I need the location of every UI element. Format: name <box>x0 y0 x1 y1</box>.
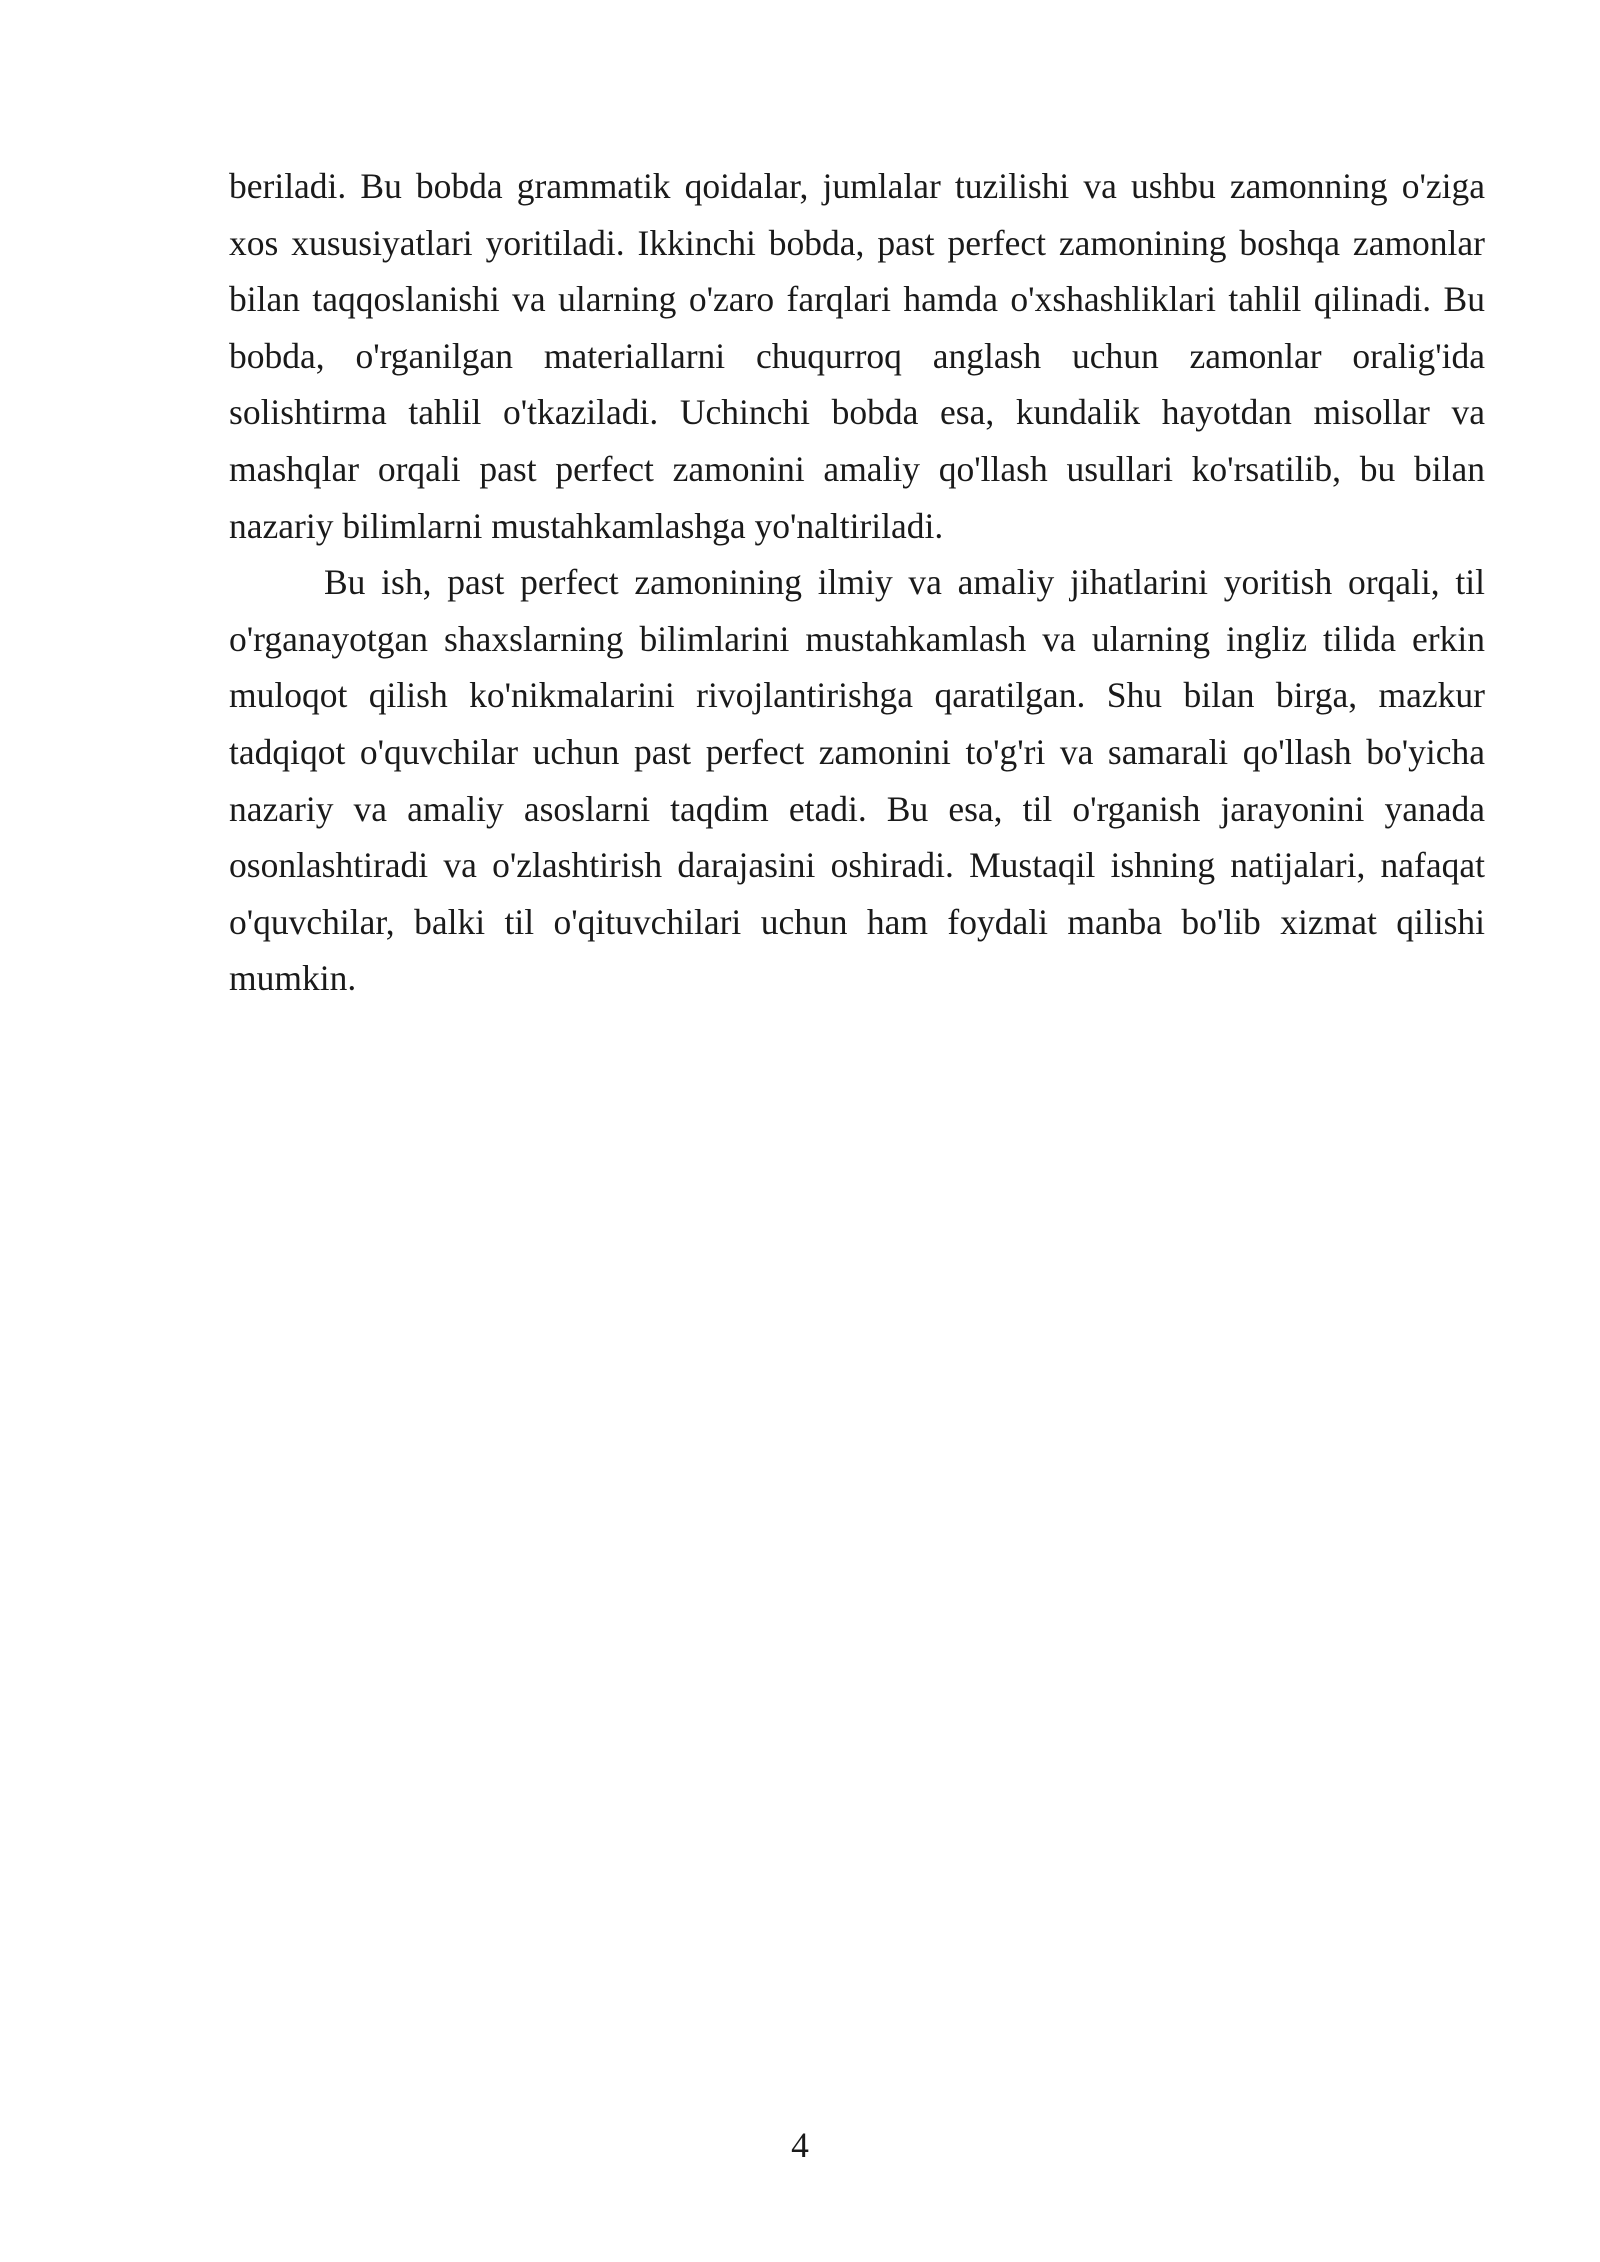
page-number: 4 <box>791 2125 809 2165</box>
paragraph-summary: Bu ish, past perfect zamonining ilmiy va amaliy jihatlarini yoritish orqali, til o'rganayotgan shaxslarning bilimlarini mustahkamlash va ularning ingliz tilida erkin muloqot qilish ko'nikmalarini rivojlantirishga qaratilgan. Shu bilan birga, mazkur tadqiqot o'quvchilar uchun past perfect zamonini to'g'ri va samarali qo'llash bo'yicha nazariy va amaliy asoslarni taqdim etadi. Bu esa, til o'rganish jarayonini yanada osonlashtiradi va o'zlashtirish darajasini oshiradi. Mustaqil ishning natijalari, nafaqat o'quvchilar, balki til o'qituvchilari uchun ham foydali manba bo'lib xizmat qilishi mumkin. <box>229 562 1485 999</box>
body-text <box>229 158 1485 1007</box>
paragraph-continuation: beriladi. Bu bobda grammatik qoidalar, jumlalar tuzilishi va ushbu zamonning o'ziga xos xususiyatlari yoritiladi. Ikkinchi bobda, past perfect zamonining boshqa zamonlar bilan taqqoslanishi va ularning o'zaro farqlari hamda o'xshashliklari tahlil qilinadi. Bu bobda, o'rganilgan materiallarni chuqurroq anglash uchun zamonlar oralig'ida solishtirma tahlil o'tkaziladi. Uchinchi bobda esa, kundalik hayotdan misollar va mashqlar orqali past perfect zamonini amaliy qo'llash usullari ko'rsatilib, bu bilan nazariy bilimlarni mustahkamlashga yo'naltiriladi. <box>229 166 1485 546</box>
